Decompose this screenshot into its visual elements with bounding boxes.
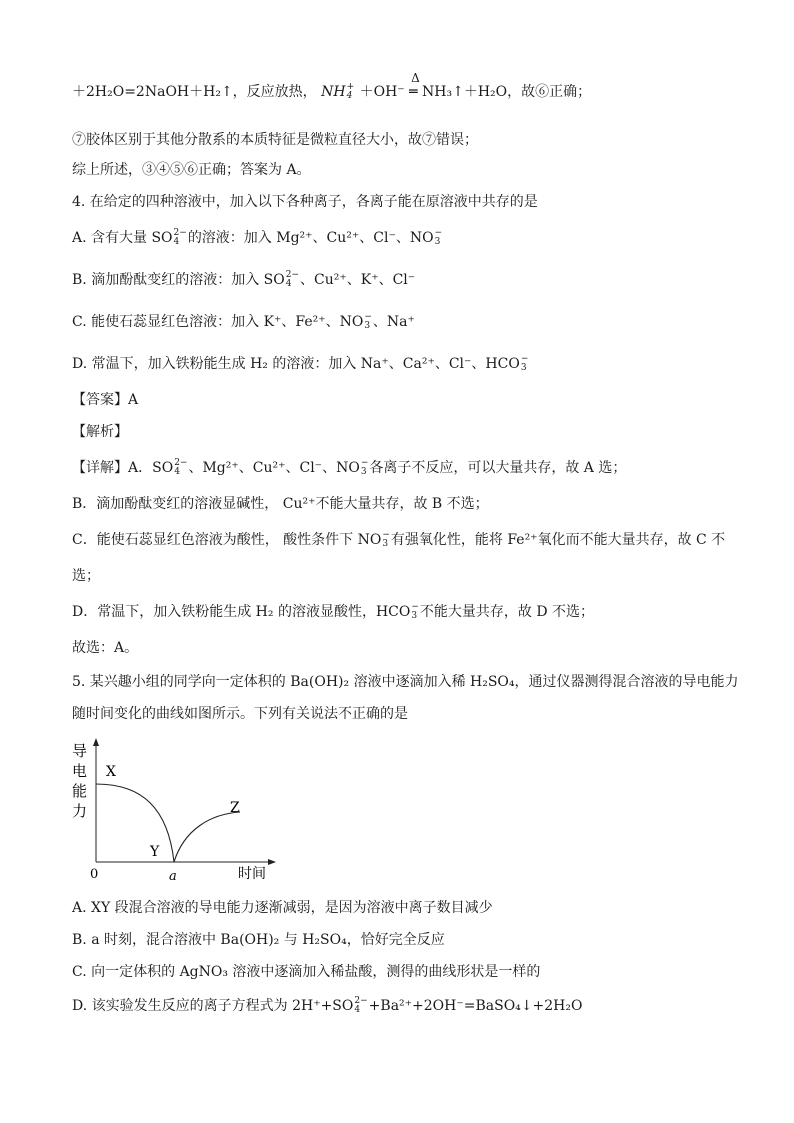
explanation-a: [72, 458, 626, 478]
ion-subscript: 3: [411, 611, 418, 621]
x-axis-arrow: [268, 859, 276, 865]
ion-subscript: 3: [364, 321, 371, 331]
y-axis-label-char: 导: [72, 742, 88, 760]
q5-option-d: [72, 996, 582, 1016]
question-4: 4. 在给定的四种溶液中，加入以下各种离子，各离子能在原溶液中共存的是: [72, 194, 538, 210]
ion-subscript: 3: [382, 539, 389, 549]
ion-charge: +: [346, 82, 355, 92]
ion-charge: −: [364, 312, 372, 322]
origin-label: 0: [90, 867, 99, 882]
option-c: [72, 312, 415, 332]
text-fragment: C. 能使石蕊显红色溶液：加入 K⁺、Fe²⁺、NO: [72, 314, 364, 330]
q5-option-c: C. 向一定体积的 AgNO₃ 溶液中逐滴加入稀盐酸，测得的曲线形状是一样的: [72, 964, 541, 980]
ion-subscript: 4: [174, 467, 180, 477]
y-axis-arrow: [93, 738, 99, 746]
ion-subscript: 4: [346, 91, 353, 101]
explanation-c: [72, 530, 725, 550]
ion-charge: −: [520, 354, 529, 364]
text-fragment: D．常温下，加入铁粉能生成 H₂ 的溶液显酸性，HCO: [72, 604, 411, 620]
x-tick-label-a: a: [169, 869, 177, 884]
ion-subscript: 4: [285, 279, 292, 289]
text-fragment: ＋2H₂O=2NaOH＋H₂↑，反应放热，: [72, 84, 317, 100]
explanation-d: [72, 602, 594, 622]
text-fragment: NH₃↑＋H₂O，故⑥正确；: [422, 84, 592, 100]
ion-charge: −: [434, 228, 443, 238]
explanation-b: B．滴加酚酞变红的溶液显碱性， Cu²⁺不能大量共存，故 B 不选；: [72, 496, 489, 512]
ion-charge: −: [382, 530, 390, 540]
text-fragment: 【详解】A．SO: [72, 460, 174, 476]
text-fragment: B. 滴加酚酞变红的溶液：加入 SO: [72, 272, 285, 288]
text-line: ⑦胶体区别于其他分散系的本质特征是微粒直径大小，故⑦错误；: [72, 132, 478, 148]
ion-charge: −: [360, 458, 369, 468]
ion-subscript: 3: [520, 363, 527, 373]
y-axis-label-char: 能: [72, 782, 88, 800]
x-axis-label: 时间: [238, 866, 266, 882]
text-line: 综上所述，③④⑤⑥正确；答案为 A。: [72, 162, 311, 178]
text-fragment: 、Mg²⁺、Cu²⁺、Cl⁻、NO: [188, 460, 360, 476]
ion-subscript: 4: [354, 1005, 361, 1015]
question-5: 5. 某兴趣小组的同学向一定体积的 Ba(OH)₂ 溶液中逐滴加入稀 H₂SO₄，通过仪器测得混合溶液的导电能力: [72, 674, 739, 690]
text-fragment: C．能使石蕊显红色溶液为酸性， 酸性条件下 NO: [72, 532, 382, 548]
q5-option-b: B. a 时刻，混合溶液中 Ba(OH)₂ 与 H₂SO₄，恰好完全反应: [72, 932, 445, 948]
text-fragment: ＋OH⁻: [359, 84, 405, 100]
heating-equals-sign: Δ ═: [409, 82, 417, 102]
text-fragment: 各离子不反应，可以大量共存，故 A 选；: [369, 460, 627, 476]
text-fragment: D. 常温下，加入铁粉能生成 H₂ 的溶液：加入 Na⁺、Ca²⁺、Cl⁻、HCO: [72, 356, 520, 372]
text-fragment: 、Na⁺: [372, 314, 415, 330]
ion-subscript: 3: [434, 237, 441, 247]
ion-symbol: NH: [321, 84, 346, 100]
ion-subscript: 4: [173, 237, 180, 247]
ion-charge: −: [411, 602, 419, 612]
option-d: [72, 354, 529, 374]
delta-mark: Δ: [411, 71, 420, 85]
q5-option-a: A. XY 段混合溶液的导电能力逐渐减弱，是因为溶液中离子数目减少: [72, 900, 493, 916]
text-fragment: 有强氧化性，能将 Fe²⁺氧化而不能大量共存，故 C 不: [390, 532, 726, 548]
text-fragment: 的溶液：加入 Mg²⁺、Cu²⁺、Cl⁻、NO: [187, 230, 434, 246]
point-label-z: Z: [230, 800, 240, 816]
point-label-x: X: [106, 764, 116, 780]
y-axis-label-char: 力: [72, 802, 88, 820]
y-axis-label-char: 电: [72, 762, 88, 780]
ammonium-ion: [321, 84, 355, 100]
text-fragment: 、Cu²⁺、K⁺、Cl⁻: [300, 272, 416, 288]
option-a: [72, 228, 443, 248]
curve-yz: [174, 812, 240, 862]
option-b: [72, 270, 415, 290]
curve-xy: [96, 784, 174, 862]
question-5-cont: 随时间变化的曲线如图所示。下列有关说法不正确的是: [72, 706, 408, 722]
conductivity-chart: [72, 738, 302, 888]
answer-label: 【答案】A: [72, 392, 139, 408]
ion-charge: 2−: [173, 228, 187, 238]
analysis-label: 【解析】: [72, 424, 128, 440]
point-label-y: Y: [150, 844, 160, 860]
text-fragment: 不能大量共存，故 D 不选；: [419, 604, 595, 620]
ion-subscript: 3: [360, 467, 367, 477]
conclusion: 故选：A。: [72, 640, 139, 656]
ion-charge: 2−: [354, 996, 368, 1006]
text-line: [72, 71, 592, 102]
ion-charge: 2−: [285, 270, 299, 280]
ion-charge: 2−: [174, 458, 188, 468]
text-fragment: D. 该实验发生反应的离子方程式为 2H⁺+SO: [72, 998, 354, 1014]
text-fragment: +Ba²⁺+2OH⁻=BaSO₄↓+2H₂O: [368, 998, 583, 1014]
explanation-c-cont: 选；: [72, 568, 100, 584]
text-fragment: A. 含有大量 SO: [72, 230, 173, 246]
